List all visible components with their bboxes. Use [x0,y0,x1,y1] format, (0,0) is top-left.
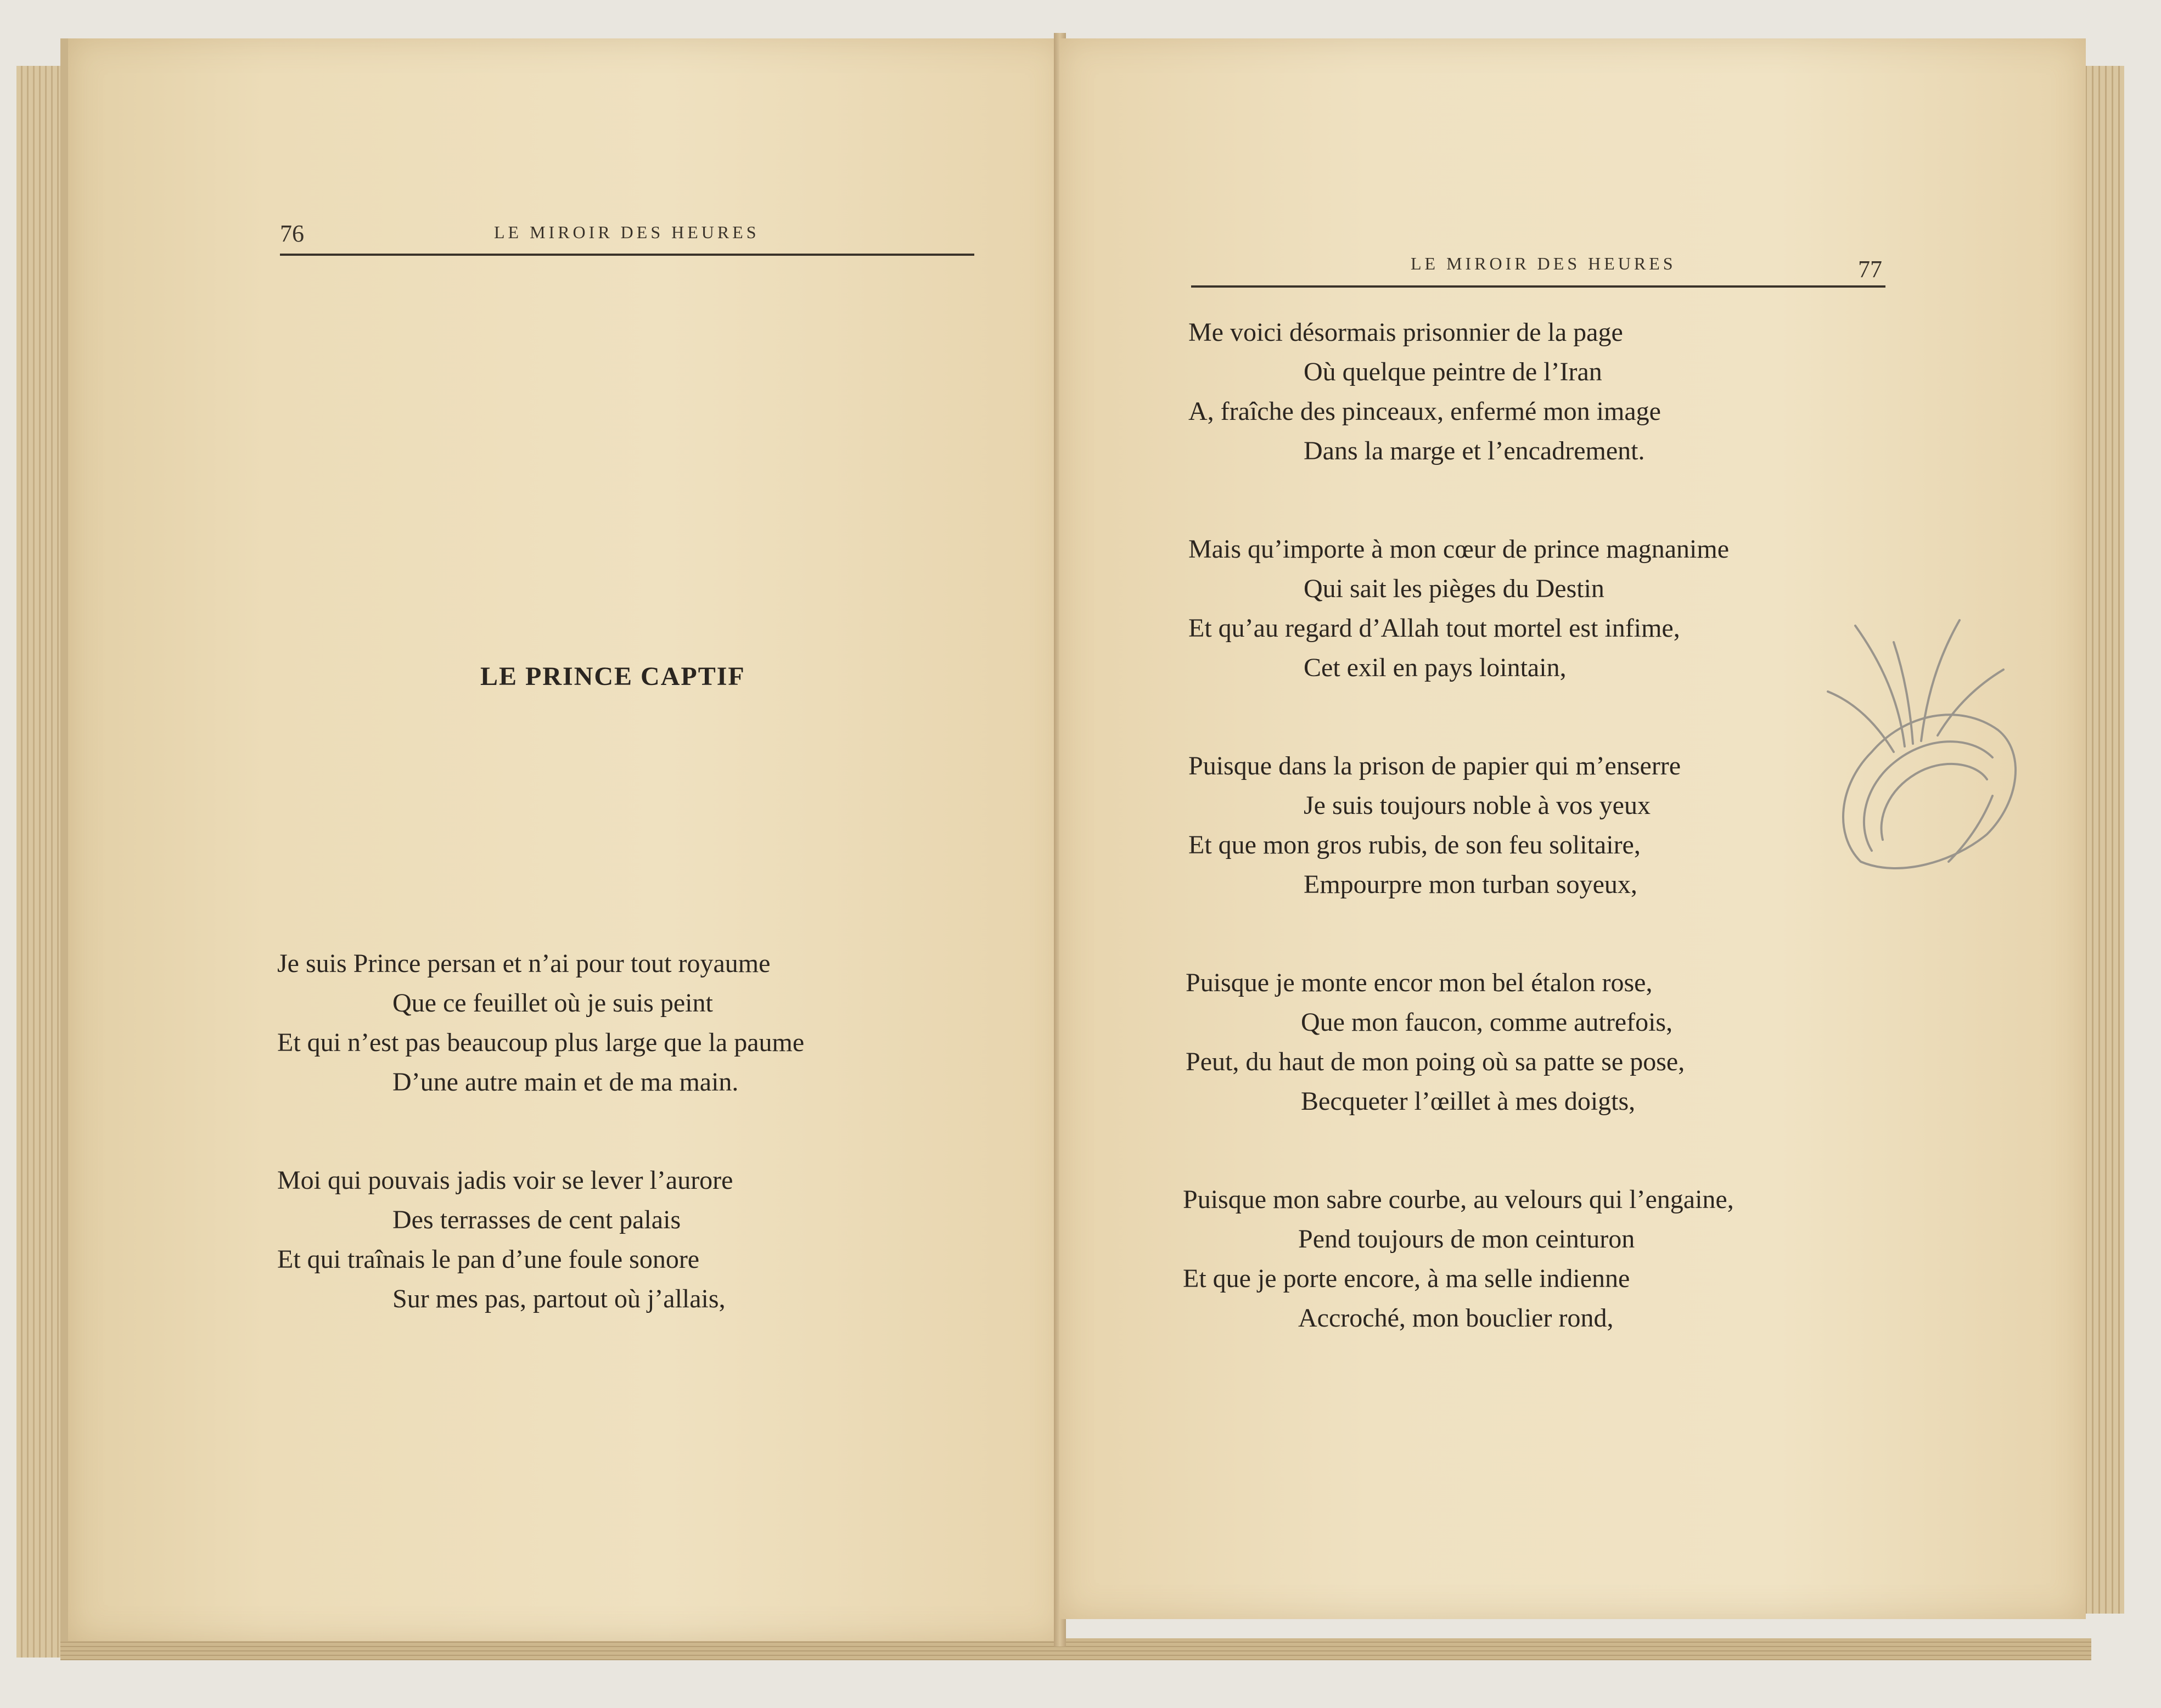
right-stanza-3 [1188,746,1681,904]
verse-line: Et qui traînais le pan d’une foule sonore [277,1245,700,1274]
left-page-edges [16,66,66,1658]
verse-line: A, fraîche des pinceaux, enfermé mon image [1188,397,1661,426]
verse-line: Je suis Prince persan et n’ai pour tout royaume [277,949,771,978]
right-stanza-2 [1188,530,1729,688]
verse-line: Je suis toujours noble à vos yeux [1304,791,1651,820]
right-folio: 77 [1858,256,1882,283]
verse-line: Où quelque peintre de l’Iran [1304,357,1602,386]
verse-line: Mais qu’importe à mon cœur de prince magnanime [1188,535,1730,564]
verse-line: Sur mes pas, partout où j’allais, [392,1284,726,1313]
verse-line: Et que mon gros rubis, de son feu solitaire, [1188,830,1641,859]
left-running-head: LE MIROIR DES HEURES [494,222,760,242]
verse-line: Becqueter l’œillet à mes doigts, [1301,1087,1636,1116]
left-header-rule [280,254,974,256]
right-page-edges [2080,66,2124,1614]
left-page [60,38,1064,1641]
right-running-head: LE MIROIR DES HEURES [1411,254,1676,273]
poem-title: LE PRINCE CAPTIF [480,662,745,691]
verse-line: Et que je porte encore, à ma selle indienne [1183,1264,1630,1293]
right-stanza-5 [1183,1180,1734,1338]
verse-line: Pend toujours de mon ceinturon [1298,1224,1635,1254]
right-stanza-4 [1186,963,1685,1121]
pencil-sketch-icon [1822,604,2031,889]
verse-line: Puisque je monte encor mon bel étalon rose, [1186,968,1653,997]
left-stanza-1 [277,944,804,1102]
right-header-rule [1191,285,1885,288]
verse-line: Qui sait les pièges du Destin [1304,574,1604,603]
verse-line: Que ce feuillet où je suis peint [392,988,713,1018]
verse-line: Accroché, mon bouclier rond, [1298,1304,1614,1333]
left-stanza-2 [277,1161,733,1319]
verse-line: Puisque dans la prison de papier qui m’enserre [1188,751,1681,780]
verse-line: Cet exil en pays lointain, [1304,653,1567,682]
verse-line: Peut, du haut de mon poing où sa patte se pose, [1186,1047,1685,1076]
verse-line: Dans la marge et l’encadrement. [1304,436,1645,465]
verse-line: Puisque mon sabre courbe, au velours qui l’engaine, [1183,1185,1734,1214]
verse-line: Des terrasses de cent palais [392,1205,681,1234]
bottom-page-edges [60,1638,2091,1660]
verse-line: Moi qui pouvais jadis voir se lever l’aurore [277,1166,733,1195]
verse-line: Que mon faucon, comme autrefois, [1301,1008,1673,1037]
right-stanza-1 [1188,313,1661,471]
verse-line: Empourpre mon turban soyeux, [1304,870,1637,899]
verse-line: Et qui n’est pas beaucoup plus large que la paume [277,1028,805,1057]
left-folio: 76 [280,220,304,247]
verse-line: D’une autre main et de ma main. [392,1068,739,1097]
verse-line: Me voici désormais prisonnier de la page [1188,318,1623,347]
verse-line: Et qu’au regard d’Allah tout mortel est infime, [1188,614,1680,643]
